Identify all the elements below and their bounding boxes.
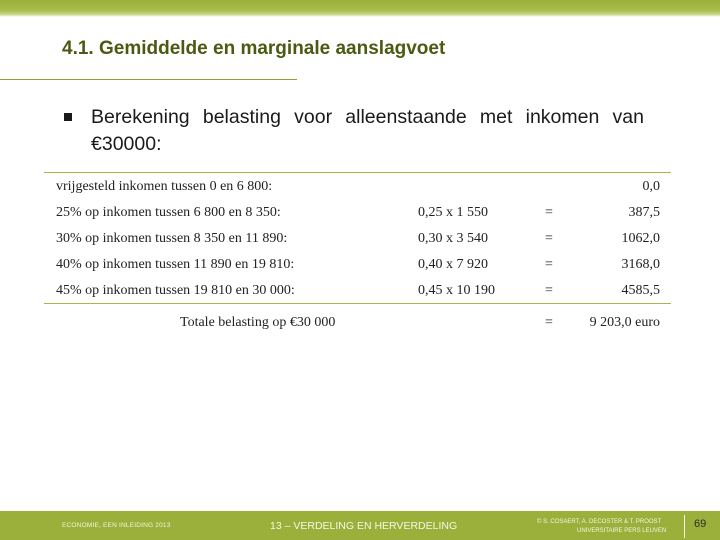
total-equals: = (545, 315, 553, 330)
row-equals: = (545, 283, 553, 298)
row-value: 4585,5 (621, 283, 660, 298)
row-label: vrijgesteld inkomen tussen 0 en 6 800: (56, 179, 273, 194)
row-label: 45% op inkomen tussen 19 810 en 30 000: (56, 283, 295, 298)
row-label: 30% op inkomen tussen 8 350 en 11 890: (56, 231, 288, 246)
page-number: 69 (694, 518, 707, 530)
row-equals: = (545, 231, 553, 246)
table-total-rule (44, 303, 671, 304)
row-value: 387,5 (628, 205, 660, 220)
row-label: 40% op inkomen tussen 11 890 en 19 810: (56, 257, 295, 272)
row-calculation: 0,45 x 10 190 (418, 283, 495, 298)
table-row (44, 252, 671, 278)
footer-authors: © S. COSAERT, A. DECOSTER & T. PROOST (537, 519, 662, 525)
footer-bar (0, 511, 720, 540)
bullet-point (64, 104, 644, 158)
footer-divider (684, 515, 685, 538)
total-value: 9 203,0 euro (589, 315, 660, 330)
table-row (44, 278, 671, 304)
footer-chapter: 13 – VERDELING EN HERVERDELING (270, 520, 458, 532)
top-banner (0, 0, 720, 17)
row-equals: = (545, 257, 553, 272)
title-underline (0, 79, 297, 80)
row-calculation: 0,40 x 7 920 (418, 257, 488, 272)
footer-publisher: UNIVERSITAIRE PERS LEUVEN (577, 528, 667, 534)
row-label: 25% op inkomen tussen 6 800 en 8 350: (56, 205, 281, 220)
table-row (44, 200, 671, 226)
total-label: Totale belasting op €30 000 (180, 315, 336, 330)
slide-title: 4.1. Gemiddelde en marginale aanslagvoet (62, 38, 446, 59)
row-value: 1062,0 (621, 231, 660, 246)
bullet-text: Berekening belasting voor alleenstaande met inkomen van €30000: (91, 106, 644, 155)
footer-course: ECONOMIE, EEN INLEIDING 2013 (62, 522, 171, 529)
square-bullet-icon (64, 113, 72, 121)
table-top-rule (44, 172, 671, 173)
row-calculation: 0,25 x 1 550 (418, 205, 488, 220)
row-value: 0,0 (642, 179, 660, 194)
row-calculation: 0,30 x 3 540 (418, 231, 488, 246)
total-row (44, 310, 671, 336)
row-equals: = (545, 205, 553, 220)
table-row (44, 174, 671, 200)
table-row (44, 226, 671, 252)
row-value: 3168,0 (621, 257, 660, 272)
